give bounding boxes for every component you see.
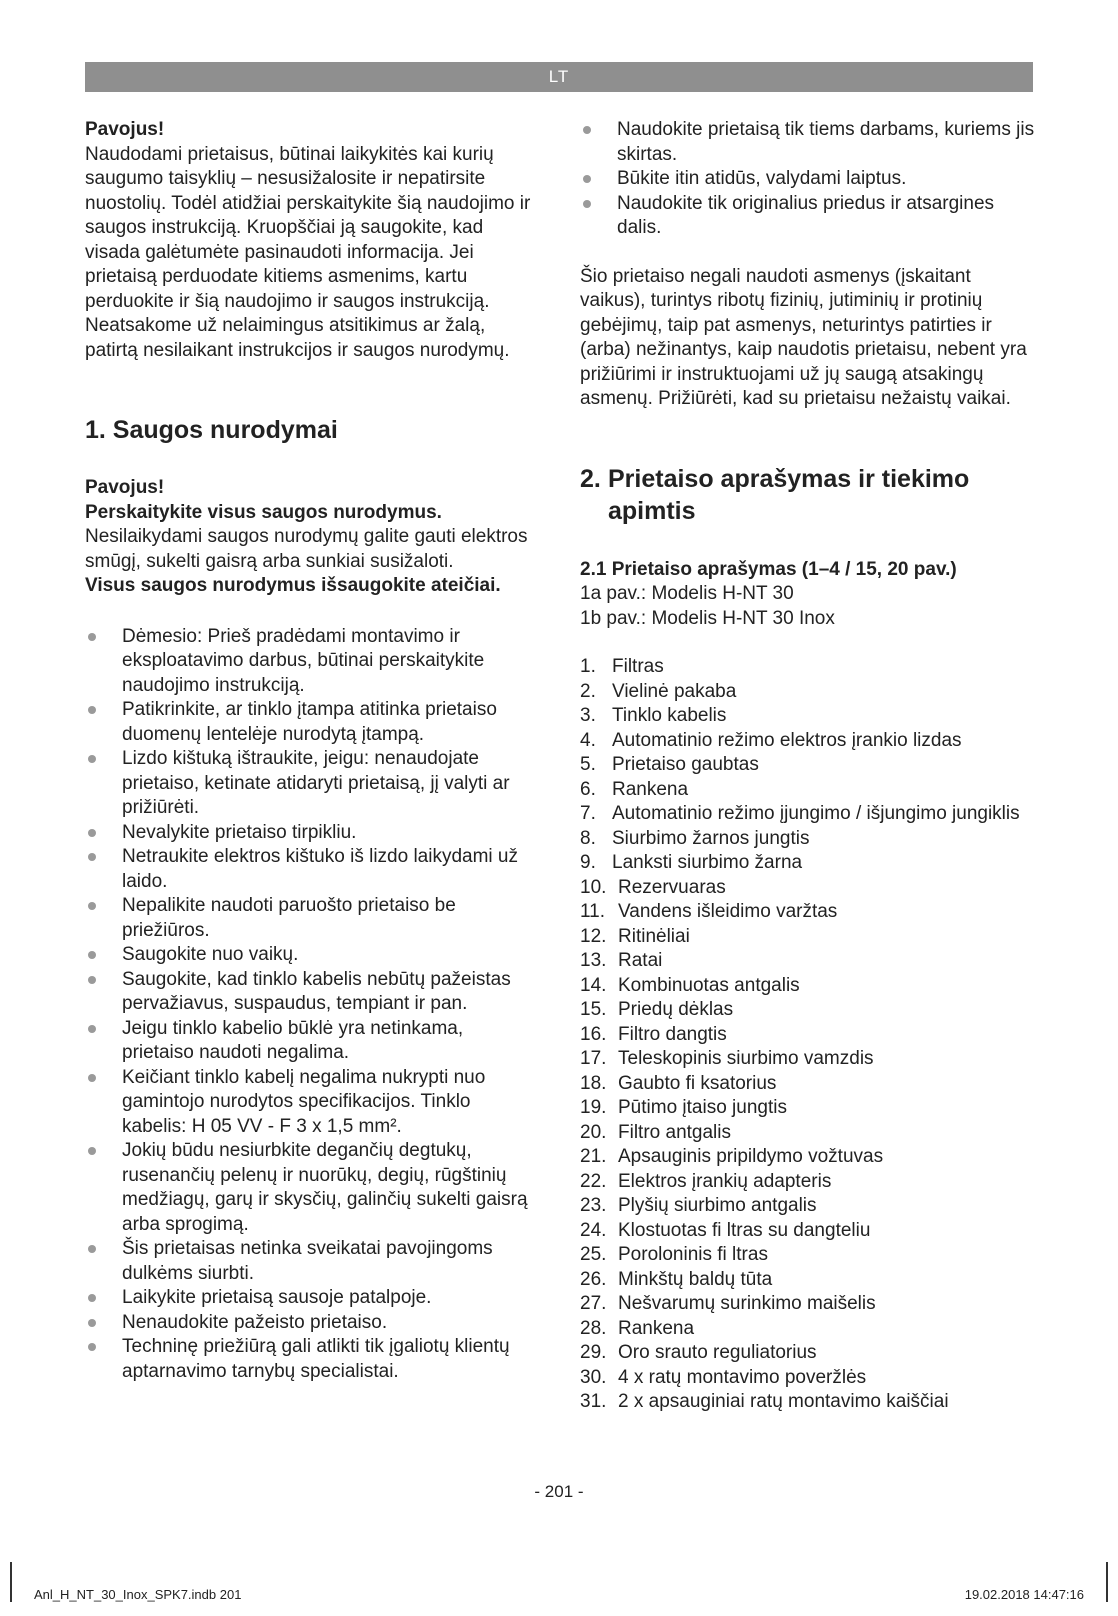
bullet-item: Jokių būdu nesiurbkite degančių degtukų, rusenančių pelenų ir nuorūkų, degių, rūgštinių medžiagų, garų ir skysčių, galinčių sukelti gaisrą arba sprogimą. xyxy=(85,1139,540,1237)
crop-mark-right xyxy=(1106,1562,1108,1602)
part-number: 6. xyxy=(580,778,596,800)
part-label: Pūtimo įtaiso jungtis xyxy=(618,1097,787,1118)
part-item xyxy=(580,655,1035,680)
parts-list xyxy=(580,655,1035,1415)
model-b-caption: 1b pav.: Modelis H-NT 30 Inox xyxy=(580,607,835,629)
bullet-item: Saugokite nuo vaikų. xyxy=(85,943,540,968)
part-number: 4. xyxy=(580,729,596,751)
part-number: 1. xyxy=(580,656,596,677)
language-header-bar xyxy=(85,62,1033,92)
part-number: 5. xyxy=(580,754,596,775)
part-number: 31. xyxy=(580,1391,607,1412)
part-item xyxy=(580,1121,1035,1146)
part-label: Rezervuaras xyxy=(618,876,726,898)
part-label: Rankena xyxy=(612,778,689,800)
part-item xyxy=(580,704,1035,729)
part-item xyxy=(580,974,1035,999)
part-number: 22. xyxy=(580,1170,607,1192)
part-number: 27. xyxy=(580,1293,607,1314)
bullet-item: Lizdo kištuką ištraukite, jeigu: nenaudojate prietaiso, ketinate atidaryti prietaisą, jį valyti ar prižiūrėti. xyxy=(85,747,540,821)
part-label: Ritinėliai xyxy=(618,925,690,947)
part-label: Filtras xyxy=(612,656,664,677)
part-number: 26. xyxy=(580,1268,607,1290)
part-item xyxy=(580,1194,1035,1219)
part-item xyxy=(580,1023,1035,1048)
part-label: Priedų dėklas xyxy=(618,999,734,1020)
part-item xyxy=(580,778,1035,803)
safety-bullet-list xyxy=(85,625,540,1385)
part-number: 3. xyxy=(580,705,596,726)
part-label: Elektros įrankių adapteris xyxy=(618,1170,832,1192)
safety-danger-text: Nesilaikydami saugos nurodymų galite gauti elektros smūgį, sukelti gaisrą arba sunkiai susižaloti. xyxy=(85,526,528,572)
part-item xyxy=(580,900,1035,925)
part-label: Rankena xyxy=(618,1317,695,1339)
safety-danger-title: Pavojus! xyxy=(85,477,165,498)
intro-text: Naudodami prietaisus, būtinai laikykitės kai kurių saugumo taisyklių – nesusižalosite ir nepatirsite nuostolių. Todėl atidžiai perskaitykite šią naudojimo ir saugos instrukciją. Kruopščiai ją saugokite, kad visada galėtumėte pasinaudoti informacija. Jei prietaisą perduodate kitiems asmenims, kartu perduokite ir šią naudojimo ir saugos instrukciją. Neatsakome už nelaimingus atsitikimus ar žalą, patirtą nesilaikant instrukcijos ir saugos nurodymų. xyxy=(85,143,531,361)
part-number: 15. xyxy=(580,999,607,1020)
intro-danger-title: Pavojus! xyxy=(85,119,165,140)
part-label: Apsauginis pripildymo vožtuvas xyxy=(618,1146,884,1167)
footer-filename: Anl_H_NT_30_Inox_SPK7.indb 201 xyxy=(34,1587,242,1602)
part-label: Klostuotas fi ltras su dangteliu xyxy=(618,1219,871,1241)
part-label: Filtro antgalis xyxy=(618,1121,731,1143)
part-number: 7. xyxy=(580,803,596,824)
bullet-item: Nepalikite naudoti paruošto prietaiso be priežiūros. xyxy=(85,894,540,943)
part-item xyxy=(580,1219,1035,1244)
part-number: 21. xyxy=(580,1146,607,1167)
bullet-item: Nenaudokite pažeisto prietaiso. xyxy=(85,1311,540,1336)
part-label: Kombinuotas antgalis xyxy=(618,974,800,996)
left-column xyxy=(85,118,540,1384)
part-label: Vandens išleidimo varžtas xyxy=(618,901,838,922)
part-number: 9. xyxy=(580,852,596,873)
bullet-item: Netraukite elektros kištuko iš lizdo laikydami už laido. xyxy=(85,845,540,894)
part-item xyxy=(580,998,1035,1023)
part-number: 10. xyxy=(580,876,607,898)
bullet-item: Patikrinkite, ar tinklo įtampa atitinka prietaiso duomenų lentelėje nurodytą įtampą. xyxy=(85,698,540,747)
section-2-heading xyxy=(580,463,1035,527)
right-column xyxy=(580,118,1035,1415)
bullet-item: Jeigu tinklo kabelio būklė yra netinkama, prietaiso naudoti negalima. xyxy=(85,1017,540,1066)
bullet-item: Laikykite prietaisą sausoje patalpoje. xyxy=(85,1286,540,1311)
part-number: 8. xyxy=(580,827,596,849)
part-label: Plyšių siurbimo antgalis xyxy=(618,1195,817,1216)
part-number: 24. xyxy=(580,1219,607,1241)
part-number: 25. xyxy=(580,1244,607,1265)
part-item xyxy=(580,925,1035,950)
footer-timestamp: 19.02.2018 14:47:16 xyxy=(964,1587,1084,1602)
part-label: Nešvarumų surinkimo maišelis xyxy=(618,1293,876,1314)
part-label: Poroloninis fi ltras xyxy=(618,1244,768,1265)
part-item xyxy=(580,1243,1035,1268)
crop-mark-left xyxy=(10,1562,12,1602)
part-number: 11. xyxy=(580,901,606,922)
bullet-item: Šis prietaisas netinka sveikatai pavojingoms dulkėms siurbti. xyxy=(85,1237,540,1286)
part-item xyxy=(580,1268,1035,1293)
bullet-item: Nevalykite prietaiso tirpikliu. xyxy=(85,821,540,846)
part-label: Automatinio režimo elektros įrankio lizdas xyxy=(612,729,962,751)
part-item xyxy=(580,1047,1035,1072)
part-label: Automatinio režimo įjungimo / išjungimo jungiklis xyxy=(612,803,1020,824)
part-number: 2. xyxy=(580,680,596,702)
part-label: Filtro dangtis xyxy=(618,1023,727,1045)
part-item xyxy=(580,1096,1035,1121)
model-a-caption: 1a pav.: Modelis H-NT 30 xyxy=(580,583,794,604)
bullet-item: Saugokite, kad tinklo kabelis nebūtų pažeistas pervažiavus, suspaudus, tempiant ir pan. xyxy=(85,968,540,1017)
part-item xyxy=(580,1390,1035,1415)
persons-restriction-text: Šio prietaiso negali naudoti asmenys (įskaitant vaikus), turintys ribotų fizinių, jutiminių ir protinių gebėjimų, taip pat asmenys, neturintys patirties ir (arba) nežinantys, kaip naudotis prietaisu, nebent yra prižiūrimi ir instruktuojami už jų saugą atsakingų asmenų. Prižiūrėti, kad su prietaisu nežaistų vaikai. xyxy=(580,265,1027,409)
bullet-item: Būkite itin atidūs, valydami laiptus. xyxy=(580,167,1035,192)
part-number: 30. xyxy=(580,1366,607,1388)
page-number: - 201 - xyxy=(534,1482,584,1501)
part-item xyxy=(580,851,1035,876)
part-item xyxy=(580,1341,1035,1366)
part-item xyxy=(580,1170,1035,1195)
part-label: Oro srauto reguliatorius xyxy=(618,1342,817,1363)
section-2-number: 2. xyxy=(580,464,601,493)
section-2-title: Prietaiso aprašymas ir tiekimo apimtis xyxy=(608,464,970,525)
part-item xyxy=(580,1292,1035,1317)
part-number: 29. xyxy=(580,1342,607,1363)
part-item xyxy=(580,753,1035,778)
part-item xyxy=(580,827,1035,852)
part-label: Tinklo kabelis xyxy=(612,705,727,726)
part-item xyxy=(580,1366,1035,1391)
part-item xyxy=(580,729,1035,754)
bullet-item: Naudokite prietaisą tik tiems darbams, kuriems jis skirtas. xyxy=(580,118,1035,167)
part-number: 12. xyxy=(580,925,607,947)
part-item xyxy=(580,1072,1035,1097)
part-label: Gaubto fi ksatorius xyxy=(618,1072,777,1094)
part-number: 20. xyxy=(580,1121,607,1143)
part-label: 4 x ratų montavimo poveržlės xyxy=(618,1366,867,1388)
part-label: 2 x apsauginiai ratų montavimo kaiščiai xyxy=(618,1391,949,1412)
safety-read-all: Perskaitykite visus saugos nurodymus. xyxy=(85,501,442,523)
part-label: Vielinė pakaba xyxy=(612,680,737,702)
bullet-item: Keičiant tinklo kabelį negalima nukrypti nuo gamintojo nurodytos specifikacijos. Tinklo kabelis: H 05 VV - F 3 x 1,5 mm². xyxy=(85,1066,540,1140)
subsection-2-1-heading: 2.1 Prietaiso aprašymas (1–4 / 15, 20 pav.) xyxy=(580,558,957,580)
part-item xyxy=(580,1145,1035,1170)
part-label: Siurbimo žarnos jungtis xyxy=(612,827,810,849)
part-label: Ratai xyxy=(618,950,663,971)
bullet-item: Techninę priežiūrą gali atlikti tik įgaliotų klientų aptarnavimo tarnybų specialistai. xyxy=(85,1335,540,1384)
part-label: Lanksti siurbimo žarna xyxy=(612,852,803,873)
part-item xyxy=(580,802,1035,827)
part-number: 17. xyxy=(580,1048,607,1069)
part-item xyxy=(580,949,1035,974)
safety-keep-instructions: Visus saugos nurodymus išsaugokite ateičiai. xyxy=(85,575,501,596)
language-code: LT xyxy=(548,67,570,86)
part-label: Teleskopinis siurbimo vamzdis xyxy=(618,1048,874,1069)
part-number: 18. xyxy=(580,1072,607,1094)
part-item xyxy=(580,1317,1035,1342)
part-item xyxy=(580,680,1035,705)
part-number: 16. xyxy=(580,1023,607,1045)
part-number: 19. xyxy=(580,1097,607,1118)
part-label: Minkštų baldų tūta xyxy=(618,1268,773,1290)
part-number: 28. xyxy=(580,1317,607,1339)
bullet-item: Dėmesio: Prieš pradėdami montavimo ir eksploatavimo darbus, būtinai perskaitykite naudojimo instrukciją. xyxy=(85,625,540,699)
part-number: 23. xyxy=(580,1195,607,1216)
bullet-item: Naudokite tik originalius priedus ir atsargines dalis. xyxy=(580,192,1035,241)
part-label: Prietaiso gaubtas xyxy=(612,754,759,775)
part-item xyxy=(580,876,1035,901)
safety-danger-paragraph xyxy=(85,501,540,575)
part-number: 13. xyxy=(580,950,607,971)
part-number: 14. xyxy=(580,974,607,996)
usage-bullet-list xyxy=(580,118,1035,241)
section-1-heading: 1. Saugos nurodymai xyxy=(85,416,338,444)
